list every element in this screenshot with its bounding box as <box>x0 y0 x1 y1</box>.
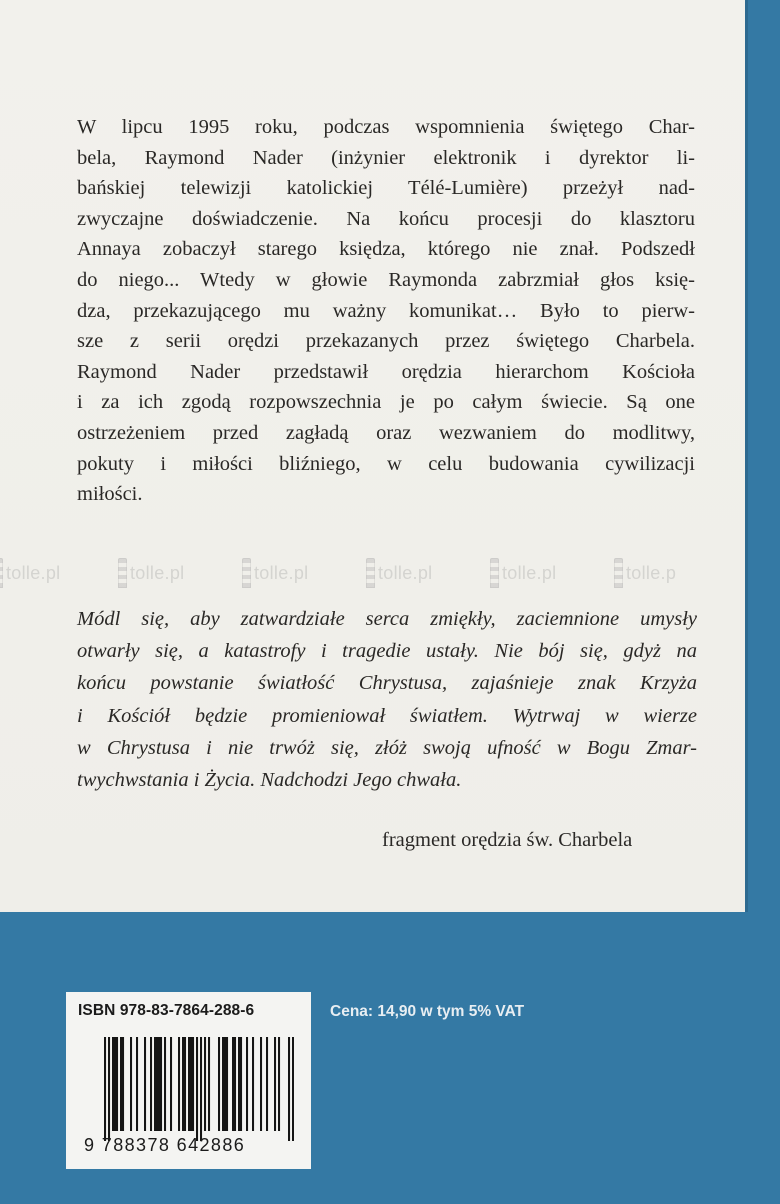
barcode-bar <box>184 1037 186 1131</box>
barcode-bar <box>278 1037 280 1131</box>
barcode-bar <box>150 1037 152 1131</box>
barcode-image <box>104 1037 294 1141</box>
barcode-bar <box>112 1037 114 1131</box>
watermark: tolle.pl <box>366 553 490 593</box>
watermark: tolle.pl <box>242 553 366 593</box>
barcode-bar <box>240 1037 242 1131</box>
barcode-bar <box>104 1037 106 1141</box>
barcode-bar <box>190 1037 192 1131</box>
page-edge-shadow <box>745 0 748 912</box>
barcode-bar <box>208 1037 210 1131</box>
description-line: Annaya zobaczył starego księdza, którego nie znał. Podszedł <box>77 238 695 261</box>
barcode-bar <box>178 1037 180 1131</box>
barcode-bar <box>238 1037 240 1131</box>
description-line: zwyczajne doświadczenie. Na końcu procesji do klasztoru <box>77 207 695 230</box>
description-line: W lipcu 1995 roku, podczas wspomnienia świętego Char- <box>77 116 695 138</box>
barcode-bar <box>130 1037 132 1131</box>
barcode-bar <box>170 1037 172 1131</box>
barcode-bar <box>260 1037 262 1131</box>
description-line: bańskiej telewizji katolickiej Télé-Lumière) przeżył nad- <box>77 177 695 200</box>
barcode-bar <box>200 1037 202 1141</box>
watermark: tolle.pl <box>0 553 118 593</box>
barcode-digits: 9 788378 642886 <box>84 1135 246 1155</box>
barcode-bar <box>274 1037 276 1131</box>
quote-line: w Chrystusa i nie trwóż się, złóż swoją ufność w Bogu Zmar- <box>77 736 697 759</box>
description-line: sze z serii orędzi przekazanych przez świętego Charbela. <box>77 330 695 353</box>
barcode-bar <box>218 1037 220 1131</box>
barcode-bar <box>288 1037 290 1141</box>
quote-line: otwarły się, a katastrofy i tragedie ustały. Nie bój się, gdyż na <box>77 640 697 663</box>
lighthouse-icon <box>0 558 3 588</box>
book-description <box>77 112 695 510</box>
barcode-bar <box>252 1037 254 1131</box>
barcode-bar <box>182 1037 184 1131</box>
barcode-bar <box>158 1037 160 1131</box>
description-line: bela, Raymond Nader (inżynier elektronik i dyrektor li- <box>77 146 695 169</box>
quote-attribution: fragment orędzia św. Charbela <box>382 829 633 851</box>
barcode-bar <box>246 1037 248 1131</box>
price-label: Cena: 14,90 w tym 5% VAT <box>330 1003 525 1020</box>
barcode-bar <box>114 1037 116 1131</box>
barcode-bar <box>222 1037 224 1131</box>
quote-line: i Kościół będzie promieniował światłem. Wytrwaj w wierze <box>77 704 697 727</box>
barcode-bar <box>204 1037 206 1131</box>
lighthouse-icon <box>490 558 499 588</box>
message-quote <box>77 603 697 796</box>
barcode-bar <box>144 1037 146 1131</box>
barcode-bar <box>136 1037 138 1131</box>
description-line: miłości. <box>77 483 143 506</box>
description-line: do niego... Wtedy w głowie Raymonda zabrzmiał głos księ- <box>77 268 695 291</box>
watermark-strip <box>0 553 754 593</box>
lighthouse-icon <box>242 558 251 588</box>
barcode-bar <box>196 1037 198 1141</box>
description-line: pokuty i miłości bliźniego, w celu budowania cywilizacji <box>77 452 695 475</box>
description-line: ostrzeżeniem przed zagładą oraz wezwaniem do modlitwy, <box>77 421 695 444</box>
description-line: i za ich zgodą rozpowszechnia je po całym świecie. Są one <box>77 391 695 414</box>
lighthouse-icon <box>118 558 127 588</box>
barcode-bar <box>192 1037 194 1131</box>
barcode-bar <box>266 1037 268 1131</box>
barcode-panel <box>66 992 311 1169</box>
barcode-bar <box>154 1037 156 1131</box>
quote-line: Módl się, aby zatwardziałe serca zmiękły, zaciemnione umysły <box>77 608 697 630</box>
barcode-bar <box>122 1037 124 1131</box>
isbn-label: ISBN 978-83-7864-288-6 <box>78 1002 255 1019</box>
barcode-bar <box>116 1037 118 1131</box>
barcode-bar <box>226 1037 228 1131</box>
watermark: tolle.p <box>614 553 738 593</box>
barcode-bar <box>232 1037 234 1131</box>
barcode-bar <box>224 1037 226 1131</box>
barcode-bar <box>164 1037 166 1131</box>
description-line: dza, przekazującego mu ważny komunikat… Było to pierw- <box>77 299 695 322</box>
barcode-bar <box>292 1037 294 1141</box>
barcode-bar <box>156 1037 158 1131</box>
barcode-bar <box>234 1037 236 1131</box>
barcode-bar <box>160 1037 162 1131</box>
barcode-bar <box>120 1037 122 1131</box>
watermark: tolle.pl <box>490 553 614 593</box>
barcode-bar <box>188 1037 190 1131</box>
watermark: tolle.pl <box>118 553 242 593</box>
lighthouse-icon <box>614 558 623 588</box>
lighthouse-icon <box>366 558 375 588</box>
description-line: Raymond Nader przedstawił orędzia hierarchom Kościoła <box>77 360 695 383</box>
quote-line: końcu powstanie światłość Chrystusa, zajaśnieje znak Krzyża <box>77 672 697 695</box>
barcode-bar <box>108 1037 110 1141</box>
quote-line: twychwstania i Życia. Nadchodzi Jego chwała. <box>77 769 462 792</box>
